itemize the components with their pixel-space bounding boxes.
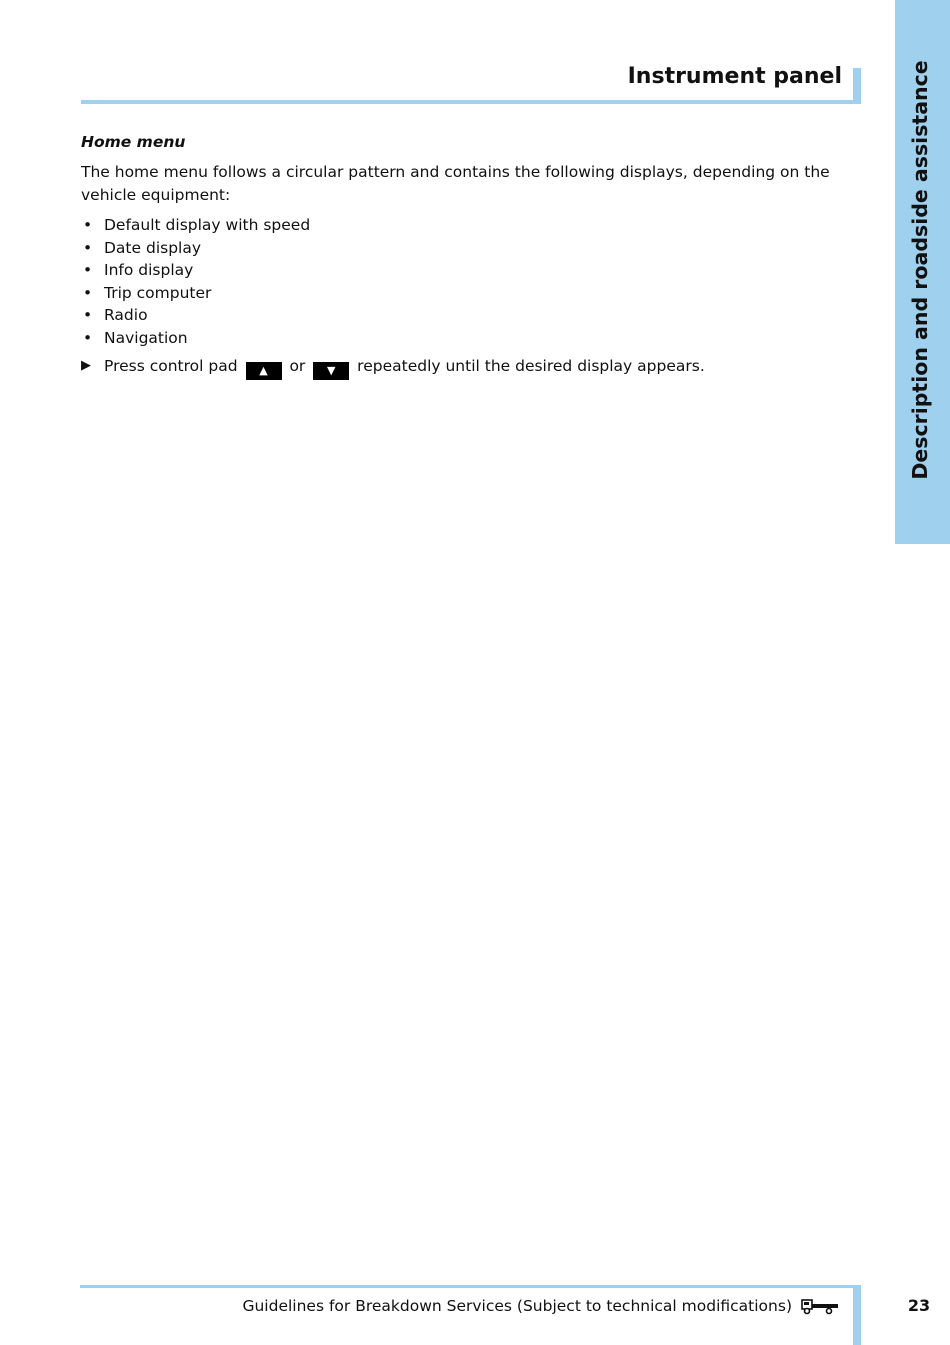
instruction-step (81, 355, 841, 380)
up-key-icon: ▲ (246, 362, 282, 380)
header-accent-bar (853, 68, 861, 104)
bullet-icon: • (83, 328, 93, 347)
down-key-icon: ▼ (313, 362, 349, 380)
section-heading: Home menu (81, 133, 186, 151)
section-intro: The home menu follows a circular pattern and contains the following displays, depending on the vehicle equipment: (81, 163, 830, 204)
list-item (81, 214, 841, 237)
list-item-text: Default display with speed (104, 216, 311, 234)
bullet-icon: • (83, 306, 93, 324)
instruction-text-after: repeatedly until the desired display appears. (357, 357, 705, 375)
list-item (81, 304, 841, 327)
page-title: Instrument panel (627, 64, 842, 89)
display-list (81, 214, 841, 349)
list-item-text: Radio (104, 306, 148, 324)
list-item-text: Info display (104, 261, 194, 279)
list-item (81, 327, 841, 350)
bullet-icon: • (83, 216, 93, 234)
page-number: 23 (907, 1296, 931, 1315)
list-item-text: Date display (104, 238, 202, 257)
footer-accent-bar (853, 1285, 861, 1345)
instruction-text-before: Press control pad (104, 357, 238, 375)
list-item (81, 237, 841, 260)
footer-text: Guidelines for Breakdown Services (Subject to technical modifications) (242, 1297, 792, 1315)
chapter-tab-label: Description and roadside assistance (908, 60, 932, 480)
list-item-text: Trip computer (104, 283, 212, 302)
main-content (81, 131, 841, 380)
play-arrow-icon: ▶ (81, 358, 91, 373)
bullet-icon: • (83, 261, 93, 279)
header-divider (81, 100, 861, 104)
truck-icon (801, 1297, 839, 1319)
list-item-text: Navigation (104, 328, 188, 347)
list-item (81, 282, 841, 305)
bullet-icon: • (83, 283, 93, 302)
list-item (81, 259, 841, 282)
footer-divider (80, 1285, 860, 1288)
bullet-icon: • (83, 238, 93, 257)
instruction-text-between: or (289, 357, 306, 375)
